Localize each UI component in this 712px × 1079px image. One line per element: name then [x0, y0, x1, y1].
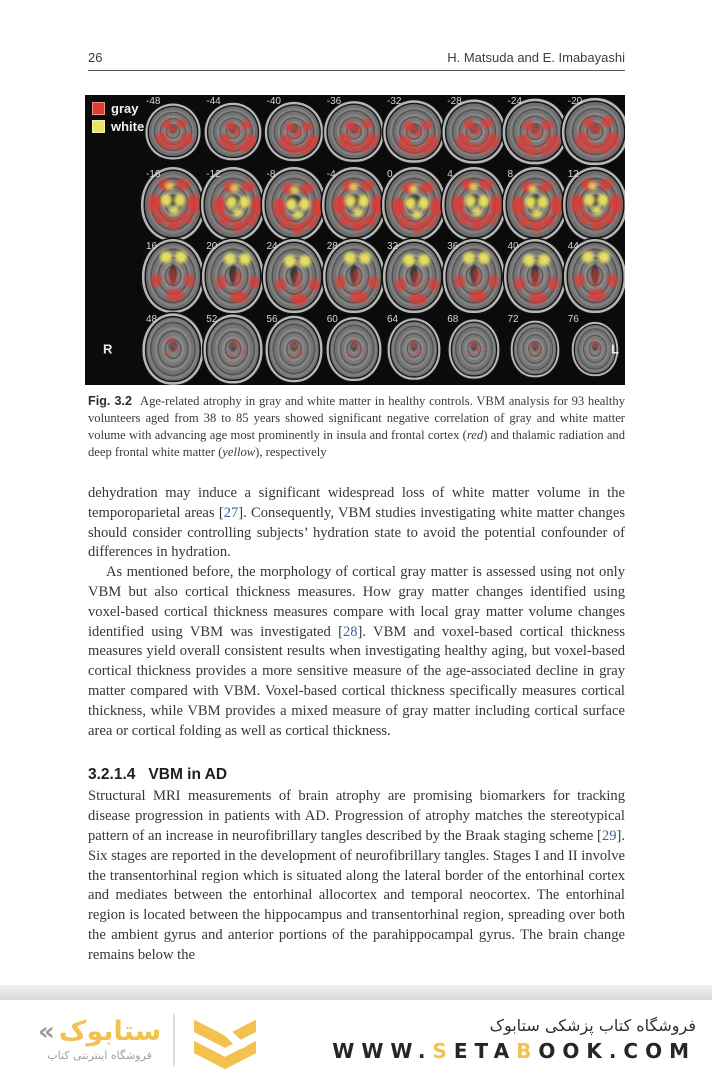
orientation-label-right-side: R	[103, 341, 113, 357]
setabook-emblem-icon	[187, 1008, 263, 1072]
legend-item-white	[92, 119, 144, 134]
section-number: 3.2.1.4	[88, 766, 136, 784]
slice-coordinate-label: 20	[206, 241, 218, 252]
brain-slice	[203, 313, 263, 386]
slice-coordinate-label: 44	[567, 241, 579, 252]
body-content	[88, 484, 625, 966]
axial-brain-image	[268, 105, 319, 157]
brain-slice	[264, 313, 324, 386]
slice-coordinate-label: -40	[266, 96, 281, 107]
figure-3-2-brain-slices	[85, 95, 625, 385]
slice-coordinate-label: 40	[507, 241, 519, 252]
axial-brain-image	[269, 319, 318, 378]
brain-slice	[505, 95, 565, 168]
logo-wordmark	[38, 1017, 161, 1047]
paragraph: dehydration may induce a significant widespread loss of white matter volume in the temporoparietal areas [27]. Consequently, VBM studies investigating white matter changes should consider controlling subjects’ hydration state to avoid the potential confounder of differences in hydration.	[88, 485, 625, 561]
citation-ref[interactable]: 28	[342, 623, 358, 640]
brain-slice-grid	[85, 95, 625, 385]
slice-coordinate-label: 24	[266, 241, 278, 252]
slice-coordinate-label: -8	[266, 168, 276, 180]
axial-brain-image	[209, 106, 259, 156]
citation-ref[interactable]: 29	[601, 827, 617, 844]
setabook-logo[interactable]	[38, 1008, 263, 1072]
citation-ref[interactable]: 27	[223, 504, 239, 521]
legend-label-gray: gray	[111, 101, 139, 116]
slice-coordinate-label: -28	[447, 96, 462, 107]
slice-coordinate-label: 12	[567, 168, 579, 180]
brand-url-link[interactable]: WWW.SETABOOK.COM	[332, 1039, 696, 1063]
brain-slice	[565, 240, 625, 313]
brain-slice	[384, 168, 444, 241]
slice-coordinate-label: 64	[387, 313, 399, 325]
brain-slice	[324, 95, 384, 168]
brain-slice	[505, 240, 565, 313]
slice-coordinate-label: 60	[326, 313, 338, 325]
brain-slice	[444, 313, 504, 386]
brain-slice	[143, 240, 203, 313]
slice-coordinate-label: 52	[206, 313, 218, 325]
brain-slice	[505, 168, 565, 241]
slice-coordinate-label: 16	[146, 241, 158, 252]
slice-coordinate-label: 68	[447, 313, 459, 325]
page-number: 26	[88, 50, 103, 65]
axial-brain-image	[386, 168, 442, 237]
axial-brain-image	[447, 243, 501, 309]
figure-caption	[88, 393, 625, 461]
brain-slice	[143, 168, 203, 241]
brand-title: فروشگاه کتاب پزشکی ستابوک	[489, 1016, 696, 1035]
axial-brain-image	[391, 321, 437, 376]
logo-chevron-icon: «	[38, 1017, 55, 1047]
brain-slice	[264, 240, 324, 313]
brain-slice	[203, 240, 263, 313]
axial-brain-image	[514, 324, 556, 374]
logo-tagline: فروشگاه اینترنتی کتاب	[47, 1048, 152, 1062]
slice-coordinate-label: 48	[146, 313, 158, 325]
axial-brain-image	[326, 168, 382, 237]
axial-brain-image	[567, 168, 623, 237]
slice-coordinate-label: -4	[326, 168, 336, 180]
slice-coordinate-label: 72	[507, 313, 519, 325]
axial-brain-image	[506, 102, 563, 160]
slice-coordinate-label: 32	[387, 241, 399, 252]
brain-slice	[384, 313, 444, 386]
legend-label-white: white	[111, 119, 145, 134]
logo-wordmark-block	[38, 1017, 161, 1062]
slice-coordinate-label: -12	[206, 168, 221, 180]
logo-divider	[173, 1014, 175, 1066]
brain-slice	[324, 240, 384, 313]
slice-coordinate-label: 4	[447, 168, 453, 180]
slice-coordinate-label: 28	[326, 241, 338, 252]
page-header	[88, 50, 625, 71]
axial-brain-image	[327, 243, 381, 309]
brain-slice	[384, 240, 444, 313]
brain-slice	[264, 95, 324, 168]
brain-slice	[444, 240, 504, 313]
slice-coordinate-label: -36	[326, 96, 342, 107]
brain-slice	[143, 95, 203, 168]
footer-brand-text	[332, 1016, 696, 1063]
slice-coordinate-label: 56	[266, 313, 278, 325]
axial-brain-image	[208, 318, 259, 379]
axial-brain-image	[328, 105, 380, 158]
axial-brain-image	[387, 243, 441, 309]
axial-brain-image	[452, 323, 496, 375]
section-title: VBM in AD	[148, 766, 228, 784]
white-matter-swatch-icon	[92, 120, 105, 133]
brain-slice	[264, 168, 324, 241]
axial-brain-image	[508, 243, 562, 309]
figure-caption-label: Fig. 3.2	[88, 394, 132, 408]
axial-brain-image	[575, 325, 615, 373]
axial-brain-image	[145, 168, 201, 237]
axial-brain-image	[330, 320, 378, 377]
slice-coordinate-label: -44	[206, 96, 221, 107]
axial-brain-image	[146, 243, 200, 309]
brain-slice	[203, 95, 263, 168]
axial-brain-image	[267, 243, 321, 309]
figure-legend	[92, 101, 144, 137]
slice-row	[85, 168, 625, 241]
brain-slice	[505, 313, 565, 386]
slice-coordinate-label: -16	[146, 168, 161, 180]
axial-brain-image	[266, 168, 322, 237]
slice-coordinate-label: 76	[567, 313, 579, 325]
axial-brain-image	[447, 103, 502, 159]
gray-matter-swatch-icon	[92, 102, 105, 115]
brain-slice	[324, 168, 384, 241]
axial-brain-image	[147, 317, 200, 380]
slice-row	[85, 313, 625, 386]
axial-brain-image	[387, 104, 441, 159]
paragraph: As mentioned before, the morphology of cortical gray matter is assessed using not only VBM but also cortical thickness measures. How gray matter changes identified using voxel-based cortical thickness measures compare with local gray matter volume changes identified using VBM was investigated [28]. VBM and voxel-based cortical thickness measures yield overall consistent results when investigating healthy aging, but voxel-based cortical thickness provides a more sensitive measure of the age-associated decline in gray matter compared with VBM. Voxel-based cortical thickness specifically measures cortical thickness, while VBM provides a mixed measure of gray matter including cortical surface area or cortical folding as well as cortical thickness.	[88, 564, 625, 739]
slice-coordinate-label: 0	[387, 168, 393, 180]
brain-slice	[143, 313, 203, 386]
brain-slice	[444, 95, 504, 168]
figure-caption-text: Age-related atrophy in gray and white matter in healthy controls. VBM analysis for 93 healthy volunteers aged from 38 to 85 years showed significant negative correlation of gray and white matter volume with advancing age most prominently in insula and frontal cortex (red) and thalamic radiation and deep frontal white matter (yellow), respectively	[88, 394, 625, 459]
slice-coordinate-label: 8	[507, 168, 514, 180]
section-heading	[88, 766, 625, 784]
axial-brain-image	[149, 107, 197, 156]
footer-banner	[0, 1000, 712, 1079]
slice-row	[85, 240, 625, 313]
axial-brain-image	[205, 168, 261, 237]
brain-slice	[565, 95, 625, 168]
axial-brain-image	[507, 168, 563, 237]
axial-brain-image	[568, 243, 622, 309]
brain-slice	[384, 95, 444, 168]
axial-brain-image	[446, 168, 502, 237]
slice-coordinate-label: -20	[567, 96, 583, 107]
slice-row	[85, 95, 625, 168]
orientation-label-left-side: L	[611, 341, 619, 357]
brain-slice	[324, 313, 384, 386]
slice-coordinate-label: -24	[507, 96, 522, 107]
page-bottom-shadow	[0, 985, 712, 1000]
legend-item-gray	[92, 101, 144, 116]
slice-coordinate-label: 36	[447, 241, 459, 252]
paragraph: Structural MRI measurements of brain atrophy are promising biomarkers for tracking disease progression in patients with AD. Progression of atrophy matches the stereotypical pattern of an increase in neurofibrillary tangles described by the Braak staging scheme [29]. Six stages are reported in the development of neurofibrillary tangles. Stages I and II involve the transentorhinal region which is situated along the lateral border of the entorhinal cortex and mediates between the entorhinal allocortex and temporal neocortex. The entorhinal region is located between the hippocampus and transentorhinal region, spreading over both the ambient gyrus and anterior portions of the parahippocampal gyrus. The brain change remains below the	[88, 788, 625, 963]
axial-brain-image	[566, 102, 624, 161]
brain-slice	[565, 168, 625, 241]
running-title: H. Matsuda and E. Imabayashi	[447, 50, 625, 65]
brain-slice	[444, 168, 504, 241]
brain-slice	[203, 168, 263, 241]
slice-coordinate-label: -48	[146, 96, 161, 107]
slice-coordinate-label: -32	[387, 96, 402, 107]
logo-wordmark-text: ستابوک	[58, 1016, 162, 1048]
axial-brain-image	[206, 243, 260, 309]
